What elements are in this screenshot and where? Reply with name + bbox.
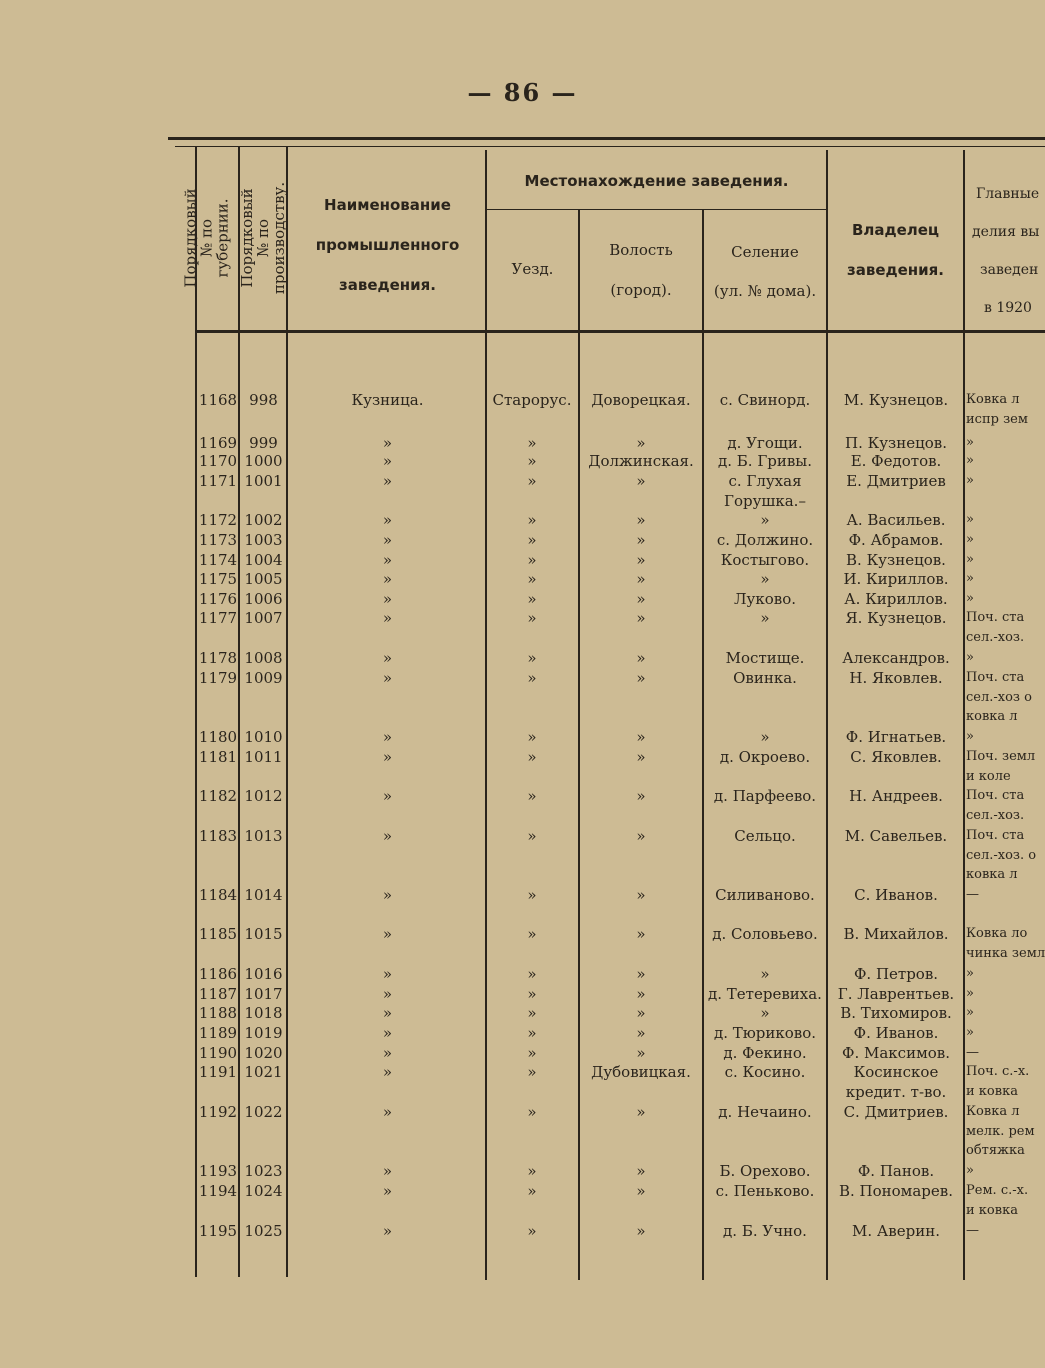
cell-uezd: » bbox=[527, 551, 537, 569]
cell-uezd: » bbox=[527, 728, 537, 746]
cell-products: Поч. ста bbox=[966, 610, 1025, 625]
cell-gub-number: 1168 bbox=[198, 391, 238, 409]
cell-gub-number: 1195 bbox=[198, 1222, 238, 1240]
cell-prod-number: 1002 bbox=[244, 511, 283, 529]
cell-volost: » bbox=[636, 590, 646, 608]
cell-name: » bbox=[382, 1222, 393, 1240]
table-row bbox=[0, 924, 1045, 961]
cell-name: » bbox=[382, 827, 393, 845]
cell-products: обтяжка bbox=[966, 1143, 1025, 1158]
cell-volost: » bbox=[636, 748, 646, 766]
cell-volost: » bbox=[636, 827, 646, 845]
cell-gub-number: 1183 bbox=[198, 827, 238, 845]
cell-prod-number: 1014 bbox=[244, 886, 283, 904]
cell-name: » bbox=[382, 1004, 393, 1022]
cell-products: Поч. с.-х. bbox=[966, 1064, 1030, 1079]
cell-gub-number: 1181 bbox=[198, 748, 238, 766]
cell-selenie: » bbox=[760, 570, 770, 588]
header-selenie: Селение (ул. № дома). bbox=[713, 243, 817, 300]
cell-prod-number: 1021 bbox=[244, 1063, 283, 1081]
cell-gub-number: 1191 bbox=[198, 1063, 238, 1081]
cell-uezd: » bbox=[527, 925, 537, 943]
cell-uezd: » bbox=[527, 1162, 537, 1180]
cell-products: чинка земл bbox=[966, 945, 1045, 961]
cell-volost: » bbox=[636, 886, 646, 904]
cell-gub-number: 1171 bbox=[198, 472, 238, 490]
cell-owner: П. Кузнецов. bbox=[845, 434, 947, 452]
cell-products: испр зем bbox=[966, 411, 1028, 427]
cell-uezd: » bbox=[527, 511, 537, 529]
cell-volost: Доворецкая. bbox=[591, 391, 691, 409]
cell-uezd: » bbox=[527, 649, 537, 667]
cell-selenie: » bbox=[760, 511, 770, 529]
cell-name: » bbox=[382, 748, 393, 766]
cell-selenie: с. Глухая bbox=[728, 472, 802, 490]
cell-prod-number: 1020 bbox=[244, 1044, 283, 1062]
header-products: Главные делия вы заведен в 1920 bbox=[972, 186, 1040, 316]
cell-gub-number: 1182 bbox=[198, 787, 238, 805]
cell-prod-number: 1024 bbox=[244, 1182, 283, 1200]
cell-owner: С. Иванов. bbox=[854, 886, 938, 904]
table-row bbox=[0, 1221, 1045, 1241]
cell-uezd: » bbox=[527, 472, 537, 490]
cell-name: » bbox=[382, 649, 393, 667]
header-owner: Владелец заведения. bbox=[847, 221, 944, 279]
cell-prod-number: 1016 bbox=[244, 965, 283, 983]
cell-gub-number: 1186 bbox=[198, 965, 238, 983]
cell-prod-number: 1009 bbox=[244, 669, 283, 687]
cell-volost: » bbox=[636, 649, 646, 667]
cell-selenie: Сельцо. bbox=[734, 827, 796, 845]
cell-selenie: д. Тюриково. bbox=[713, 1024, 817, 1042]
cell-volost: » bbox=[636, 787, 646, 805]
table-row bbox=[0, 786, 1045, 823]
cell-products: » bbox=[966, 473, 974, 488]
cell-uezd: » bbox=[527, 965, 537, 983]
cell-owner: кредит. т-во. bbox=[845, 1082, 947, 1101]
cell-name: » bbox=[382, 570, 393, 588]
cell-uezd: » bbox=[527, 669, 537, 687]
cell-prod-number: 1022 bbox=[244, 1103, 283, 1121]
table-row bbox=[0, 433, 1045, 453]
cell-name: » bbox=[382, 1044, 393, 1062]
cell-uezd: » bbox=[527, 886, 537, 904]
cell-gub-number: 1179 bbox=[198, 669, 238, 687]
cell-uezd: » bbox=[527, 1182, 537, 1200]
cell-owner: М. Савельев. bbox=[844, 827, 948, 845]
cell-owner: Я. Кузнецов. bbox=[845, 609, 947, 627]
table-row bbox=[0, 648, 1045, 668]
cell-volost: » bbox=[636, 1044, 646, 1062]
cell-prod-number: 999 bbox=[249, 434, 278, 452]
cell-owner: С. Яковлев. bbox=[850, 748, 942, 766]
cell-products: » bbox=[966, 435, 974, 450]
cell-prod-number: 1015 bbox=[244, 925, 283, 943]
cell-volost: » bbox=[636, 1024, 646, 1042]
cell-products: Ковка ло bbox=[966, 926, 1028, 941]
cell-owner: М. Кузнецов. bbox=[843, 391, 949, 409]
cell-prod-number: 1023 bbox=[244, 1162, 283, 1180]
cell-volost: » bbox=[636, 1103, 646, 1121]
cell-name: » bbox=[382, 1103, 393, 1121]
cell-uezd: » bbox=[527, 609, 537, 627]
table-row bbox=[0, 451, 1045, 471]
cell-owner: Ф. Абрамов. bbox=[848, 531, 944, 549]
cell-gub-number: 1187 bbox=[198, 985, 238, 1003]
cell-gub-number: 1173 bbox=[198, 531, 238, 549]
cell-products: » bbox=[966, 986, 974, 1001]
table-row bbox=[0, 747, 1045, 784]
cell-prod-number: 1012 bbox=[244, 787, 283, 805]
cell-products: и ковка bbox=[966, 1083, 1018, 1099]
table-row bbox=[0, 1181, 1045, 1218]
cell-volost: » bbox=[636, 1004, 646, 1022]
header-col-prod: Порядковый № по производству. bbox=[238, 181, 288, 294]
cell-products: Поч. ста bbox=[966, 828, 1025, 843]
cell-uezd: » bbox=[527, 985, 537, 1003]
cell-volost: » bbox=[636, 985, 646, 1003]
cell-prod-number: 1003 bbox=[244, 531, 283, 549]
cell-selenie: д. Б. Учно. bbox=[723, 1222, 807, 1240]
cell-gub-number: 1194 bbox=[198, 1182, 238, 1200]
cell-products: » bbox=[966, 1005, 974, 1020]
cell-owner: Ф. Иванов. bbox=[853, 1024, 939, 1042]
cell-uezd: » bbox=[527, 748, 537, 766]
cell-name: » bbox=[382, 965, 393, 983]
cell-gub-number: 1174 bbox=[198, 551, 238, 569]
cell-owner: Ф. Петров. bbox=[853, 965, 939, 983]
table-row bbox=[0, 1062, 1045, 1101]
cell-gub-number: 1175 bbox=[198, 570, 238, 588]
cell-owner: Косинское bbox=[853, 1063, 939, 1081]
cell-owner: Н. Яковлев. bbox=[849, 669, 943, 687]
cell-selenie: Силиваново. bbox=[715, 886, 815, 904]
cell-selenie: Б. Орехово. bbox=[719, 1162, 811, 1180]
cell-selenie: » bbox=[760, 965, 770, 983]
cell-products: Поч. ста bbox=[966, 670, 1025, 685]
cell-products: и коле bbox=[966, 768, 1011, 784]
cell-name: » bbox=[382, 1162, 393, 1180]
cell-products: » bbox=[966, 1025, 974, 1040]
cell-prod-number: 1008 bbox=[244, 649, 283, 667]
cell-products: — bbox=[966, 1223, 979, 1238]
cell-gub-number: 1172 bbox=[198, 511, 238, 529]
cell-prod-number: 1018 bbox=[244, 1004, 283, 1022]
cell-gub-number: 1177 bbox=[198, 609, 238, 627]
cell-name: » bbox=[382, 531, 393, 549]
cell-selenie: д. Соловьево. bbox=[712, 925, 818, 943]
cell-prod-number: 1006 bbox=[244, 590, 283, 608]
cell-name: » bbox=[382, 1024, 393, 1042]
cell-uezd: » bbox=[527, 1063, 537, 1081]
cell-selenie: Луково. bbox=[734, 590, 796, 608]
cell-owner: И. Кириллов. bbox=[843, 570, 949, 588]
cell-products: » bbox=[966, 650, 974, 665]
cell-gub-number: 1178 bbox=[198, 649, 238, 667]
table-row bbox=[0, 826, 1045, 882]
cell-owner: Ф. Панов. bbox=[857, 1162, 935, 1180]
cell-products: » bbox=[966, 729, 974, 744]
cell-products: Поч. ста bbox=[966, 788, 1025, 803]
cell-products: ковка л bbox=[966, 867, 1018, 882]
cell-selenie: д. Парфеево. bbox=[713, 787, 817, 805]
cell-volost: » bbox=[636, 965, 646, 983]
cell-prod-number: 1000 bbox=[244, 452, 283, 470]
table-row bbox=[0, 984, 1045, 1004]
cell-uezd: » bbox=[527, 434, 537, 452]
cell-products: » bbox=[966, 453, 974, 468]
cell-selenie: » bbox=[760, 728, 770, 746]
table-row bbox=[0, 727, 1045, 747]
page-number: — 86 — bbox=[467, 78, 578, 107]
cell-products: сел.-хоз. bbox=[966, 807, 1025, 823]
cell-uezd: » bbox=[527, 1024, 537, 1042]
cell-volost: » bbox=[636, 609, 646, 627]
top-rule bbox=[168, 137, 1045, 140]
table-row bbox=[0, 471, 1045, 510]
cell-products: » bbox=[966, 552, 974, 567]
header-location-group: Местонахождение заведения. bbox=[524, 172, 789, 190]
cell-products: сел.-хоз о bbox=[966, 689, 1032, 705]
cell-prod-number: 1005 bbox=[244, 570, 283, 588]
cell-selenie: д. Окроево. bbox=[719, 748, 811, 766]
cell-prod-number: 1011 bbox=[244, 748, 283, 766]
cell-name: » bbox=[382, 609, 393, 627]
cell-owner: Г. Лаврентьев. bbox=[837, 985, 955, 1003]
cell-volost: » bbox=[636, 531, 646, 549]
cell-uezd: » bbox=[527, 1004, 537, 1022]
cell-uezd: » bbox=[527, 590, 537, 608]
cell-name: » bbox=[382, 787, 393, 805]
cell-selenie: д. Б. Гривы. bbox=[717, 452, 812, 470]
cell-uezd: » bbox=[527, 531, 537, 549]
cell-volost: » bbox=[636, 1222, 646, 1240]
cell-selenie: д. Фекино. bbox=[723, 1044, 807, 1062]
table-row bbox=[0, 589, 1045, 609]
cell-uezd: » bbox=[527, 452, 537, 470]
table-row bbox=[0, 510, 1045, 530]
header-uezd: Уезд. bbox=[511, 260, 554, 278]
cell-volost: » bbox=[636, 925, 646, 943]
cell-name: » bbox=[382, 434, 393, 452]
cell-gub-number: 1180 bbox=[198, 728, 238, 746]
header-name: Наименование промышленного заведения. bbox=[315, 196, 460, 294]
cell-gub-number: 1189 bbox=[198, 1024, 238, 1042]
cell-volost: » bbox=[636, 434, 646, 452]
cell-gub-number: 1169 bbox=[198, 434, 238, 452]
cell-name: » bbox=[382, 472, 393, 490]
cell-owner: В. Кузнецов. bbox=[846, 551, 946, 569]
table-row bbox=[0, 530, 1045, 550]
cell-selenie: » bbox=[760, 609, 770, 627]
table-row bbox=[0, 1161, 1045, 1181]
cell-products: и ковка bbox=[966, 1202, 1018, 1218]
cell-products: — bbox=[966, 1045, 979, 1060]
cell-uezd: » bbox=[527, 1103, 537, 1121]
table-row bbox=[0, 668, 1045, 724]
cell-owner: В. Тихомиров. bbox=[840, 1004, 952, 1022]
cell-uezd: » bbox=[527, 827, 537, 845]
cell-name: Кузница. bbox=[351, 391, 424, 409]
cell-prod-number: 1025 bbox=[244, 1222, 283, 1240]
cell-products: » bbox=[966, 591, 974, 606]
header-volost: Волость (город). bbox=[609, 241, 673, 299]
cell-products: сел.-хоз. о bbox=[966, 847, 1037, 863]
cell-volost: Должинская. bbox=[588, 452, 694, 470]
cell-owner: Е. Федотов. bbox=[850, 452, 942, 470]
cell-name: » bbox=[382, 728, 393, 746]
cell-uezd: » bbox=[527, 570, 537, 588]
cell-owner: Ф. Максимов. bbox=[842, 1044, 950, 1062]
cell-uezd: » bbox=[527, 1222, 537, 1240]
cell-name: » bbox=[382, 985, 393, 1003]
cell-gub-number: 1188 bbox=[198, 1004, 238, 1022]
cell-owner: Н. Андреев. bbox=[849, 787, 943, 805]
cell-gub-number: 1192 bbox=[198, 1103, 238, 1121]
cell-selenie: » bbox=[760, 1004, 770, 1022]
cell-owner: Е. Дмитриев bbox=[846, 472, 946, 490]
cell-products: » bbox=[966, 571, 974, 586]
cell-owner: М. Аверин. bbox=[852, 1222, 940, 1240]
cell-gub-number: 1184 bbox=[198, 886, 238, 904]
cell-owner: А. Кириллов. bbox=[844, 590, 948, 608]
cell-selenie: с. Пеньково. bbox=[715, 1182, 815, 1200]
cell-products: Ковка л bbox=[966, 392, 1020, 407]
table-row bbox=[0, 550, 1045, 570]
table-row bbox=[0, 1102, 1045, 1158]
table-row bbox=[0, 608, 1045, 645]
cell-volost: » bbox=[636, 1162, 646, 1180]
cell-name: » bbox=[382, 1182, 393, 1200]
header-col-gub: Порядковый № по губернии. bbox=[182, 187, 233, 288]
cell-selenie: Овинка. bbox=[733, 669, 797, 687]
cell-prod-number: 1001 bbox=[244, 472, 283, 490]
cell-owner: Ф. Игнатьев. bbox=[845, 728, 947, 746]
cell-selenie: д. Нечаино. bbox=[718, 1103, 812, 1121]
cell-prod-number: 998 bbox=[249, 391, 278, 409]
cell-volost: » bbox=[636, 472, 646, 490]
cell-selenie: с. Свинорд. bbox=[719, 391, 811, 409]
cell-products: » bbox=[966, 966, 974, 981]
cell-gub-number: 1190 bbox=[198, 1044, 238, 1062]
cell-uezd: Старорус. bbox=[492, 391, 572, 409]
cell-products: мелк. рем bbox=[966, 1123, 1035, 1139]
cell-products: » bbox=[966, 532, 974, 547]
cell-gub-number: 1193 bbox=[198, 1162, 238, 1180]
cell-uezd: » bbox=[527, 1044, 537, 1062]
cell-prod-number: 1004 bbox=[244, 551, 283, 569]
cell-selenie: д. Тетеревиха. bbox=[708, 985, 822, 1003]
cell-prod-number: 1013 bbox=[244, 827, 283, 845]
table-row bbox=[0, 964, 1045, 984]
cell-products: » bbox=[966, 1163, 974, 1178]
cell-products: » bbox=[966, 512, 974, 527]
table-row bbox=[0, 885, 1045, 905]
cell-owner: В. Пономарев. bbox=[838, 1182, 953, 1200]
cell-name: » bbox=[382, 590, 393, 608]
header-bottom-rule bbox=[195, 330, 1045, 333]
cell-selenie: Горушка.– bbox=[724, 491, 806, 510]
cell-volost: » bbox=[636, 669, 646, 687]
cell-gub-number: 1170 bbox=[198, 452, 238, 470]
cell-name: » bbox=[382, 511, 393, 529]
cell-products: Рем. с.-х. bbox=[966, 1183, 1029, 1198]
cell-name: » bbox=[382, 452, 393, 470]
cell-gub-number: 1185 bbox=[198, 925, 238, 943]
table-row bbox=[0, 1023, 1045, 1043]
table-row bbox=[0, 1003, 1045, 1023]
cell-products: ковка л bbox=[966, 709, 1018, 724]
cell-gub-number: 1176 bbox=[198, 590, 238, 608]
cell-volost: Дубовицкая. bbox=[591, 1063, 691, 1081]
cell-volost: » bbox=[636, 728, 646, 746]
cell-name: » bbox=[382, 886, 393, 904]
cell-products: — bbox=[966, 887, 979, 902]
table-row bbox=[0, 569, 1045, 589]
cell-selenie: с. Косино. bbox=[724, 1063, 806, 1081]
cell-name: » bbox=[382, 925, 393, 943]
cell-products: сел.-хоз. bbox=[966, 629, 1025, 645]
cell-selenie: Мостище. bbox=[725, 649, 805, 667]
top-rule-thin bbox=[175, 146, 1045, 147]
location-group-rule bbox=[487, 209, 826, 210]
cell-prod-number: 1019 bbox=[244, 1024, 283, 1042]
cell-uezd: » bbox=[527, 787, 537, 805]
cell-selenie: Костыгово. bbox=[720, 551, 810, 569]
cell-products: Поч. земл bbox=[966, 749, 1036, 764]
cell-name: » bbox=[382, 669, 393, 687]
cell-prod-number: 1010 bbox=[244, 728, 283, 746]
cell-selenie: с. Должино. bbox=[716, 531, 814, 549]
cell-owner: Александров. bbox=[842, 649, 950, 667]
cell-prod-number: 1017 bbox=[244, 985, 283, 1003]
cell-name: » bbox=[382, 551, 393, 569]
cell-products: Ковка л bbox=[966, 1104, 1020, 1119]
cell-volost: » bbox=[636, 1182, 646, 1200]
cell-selenie: д. Угощи. bbox=[727, 434, 803, 452]
cell-name: » bbox=[382, 1063, 393, 1081]
cell-owner: А. Васильев. bbox=[846, 511, 946, 529]
cell-volost: » bbox=[636, 570, 646, 588]
cell-prod-number: 1007 bbox=[244, 609, 283, 627]
cell-owner: С. Дмитриев. bbox=[843, 1103, 949, 1121]
cell-volost: » bbox=[636, 511, 646, 529]
cell-volost: » bbox=[636, 551, 646, 569]
table-row bbox=[0, 390, 1045, 427]
cell-owner: В. Михайлов. bbox=[843, 925, 949, 943]
table-row bbox=[0, 1043, 1045, 1063]
